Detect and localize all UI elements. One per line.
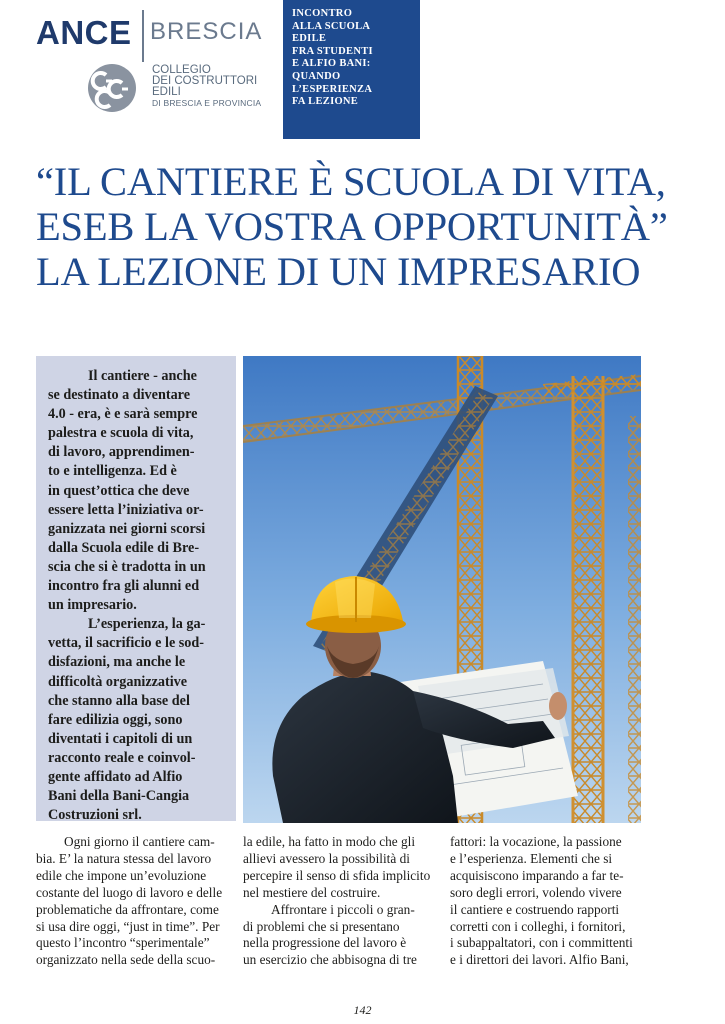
body-line: edile che impone un’evoluzione [36, 867, 207, 883]
lead-line: 4.0 - era, è e sarà sempre [48, 406, 198, 423]
lead-line: essere letta l’iniziativa or- [48, 501, 204, 518]
article-lead-box [36, 356, 236, 824]
kicker-line: FA LEZIONE [292, 96, 359, 108]
lead-line: diventati i capitoli di un [48, 730, 193, 747]
body-line: percepire il senso di sfida implicito [243, 867, 431, 883]
body-line: e i direttori dei lavori. Alfio Bani, [450, 952, 629, 968]
lead-line: di lavoro, apprendimen- [48, 444, 195, 461]
section-kicker-box [283, 0, 420, 139]
logo-ance-text: ANCE [36, 14, 132, 51]
body-line: Ogni giorno il cantiere cam- [64, 834, 215, 849]
body-line: e l’esperienza. Elementi che si [450, 850, 613, 866]
body-line: nel mestiere del costruire. [243, 884, 381, 900]
body-column-2 [243, 834, 434, 969]
lead-line: to e intelligenza. Ed è [48, 463, 177, 480]
lead-line: Bani della Bani-Cangia [48, 788, 190, 805]
body-column-3 [450, 834, 641, 969]
lead-line: ganizzata nei giorni scorsi [48, 520, 206, 537]
logo-divider [142, 10, 144, 62]
body-line: costante del luogo di lavoro e delle [36, 884, 223, 900]
construction-worker-photo [243, 356, 641, 823]
body-line: acquisiscono imparando a far te- [450, 867, 624, 883]
body-line: Affrontare i piccoli o gran- [271, 901, 415, 917]
body-line: si usa dire oggi, “just in time”. Per [36, 918, 220, 934]
kicker-line: INCONTRO [292, 8, 353, 19]
lead-line: L’esperienza, la ga- [88, 616, 206, 633]
lead-line: in quest’ottica che deve [48, 482, 190, 499]
headline-line: ESEB LA VOSTRA OPPORTUNITÀ” [36, 204, 668, 249]
lead-line: disfazioni, ma anche le [48, 654, 186, 671]
lead-line: fare edilizia oggi, sono [48, 711, 183, 728]
lead-line: scia che si è tradotta in un [48, 558, 206, 575]
body-column-1 [36, 834, 227, 969]
body-line: nella progressione del lavoro è [243, 935, 407, 951]
body-line: bia. E’ la natura stessa del lavoro [36, 850, 212, 866]
kicker-line: ALLA SCUOLA [292, 20, 371, 32]
cec-monogram-icon [84, 62, 140, 114]
logo-brescia-text: BRESCIA [150, 18, 263, 45]
lead-line: un impresario. [48, 597, 137, 614]
kicker-line: E ALFIO BANI: [292, 58, 371, 70]
body-line: organizzato nella sede della scuo- [36, 952, 216, 968]
lead-line: vetta, il sacrificio e le sod- [48, 635, 205, 652]
body-line: questo l’incontro “sperimentale” [36, 935, 210, 951]
body-line: la edile, ha fatto in modo che gli [243, 834, 416, 849]
lead-line: Costruzioni srl. [48, 807, 142, 824]
collegio-line: COLLEGIO [152, 64, 211, 76]
body-line: i subappaltatori, con i committenti [450, 935, 633, 951]
body-line: soro degli errori, volendo vivere [450, 884, 622, 900]
ance-brescia-logo [36, 8, 276, 113]
body-line: il cantiere e costruendo rapporti [450, 901, 620, 917]
body-line: un esercizio che abbisogna di tre [243, 952, 417, 968]
body-line: corretti con i colleghi, i fornitori, [450, 918, 626, 934]
lead-line: Il cantiere - anche [88, 368, 197, 384]
lead-line: difficoltà organizzative [48, 673, 188, 690]
lead-line: palestra e scuola di vita, [48, 425, 194, 442]
headline-line: LA LEZIONE DI UN IMPRESARIO [36, 249, 641, 294]
collegio-line: EDILI [152, 86, 181, 98]
body-line: fattori: la vocazione, la passione [450, 834, 622, 849]
lead-line: che stanno alla base del [48, 692, 190, 709]
lead-line: se destinato a diventare [48, 387, 190, 404]
body-line: di problemi che si presentano [243, 918, 400, 934]
body-line: problematiche da affrontare, come [36, 901, 219, 917]
lead-line: gente affidato ad Alfio [48, 768, 183, 785]
collegio-name [152, 65, 261, 109]
article-headline [36, 159, 706, 294]
lead-line: racconto reale e coinvol- [48, 749, 196, 766]
kicker-line: FRA STUDENTI [292, 45, 373, 57]
kicker-line: L’ESPERIENZA [292, 83, 373, 95]
lead-line: dalla Scuola edile di Bre- [48, 539, 200, 556]
headline-line: “IL CANTIERE È SCUOLA DI VITA, [36, 159, 666, 204]
kicker-line: EDILE [292, 33, 327, 45]
body-line: allievi avessero la possibilità di [243, 850, 410, 866]
page-number: 142 [353, 1003, 372, 1017]
lead-line: incontro fra gli alunni ed [48, 578, 200, 595]
collegio-line: DEI COSTRUTTORI [152, 75, 258, 87]
collegio-subline: DI BRESCIA E PROVINCIA [152, 98, 262, 108]
kicker-line: QUANDO [292, 70, 341, 82]
